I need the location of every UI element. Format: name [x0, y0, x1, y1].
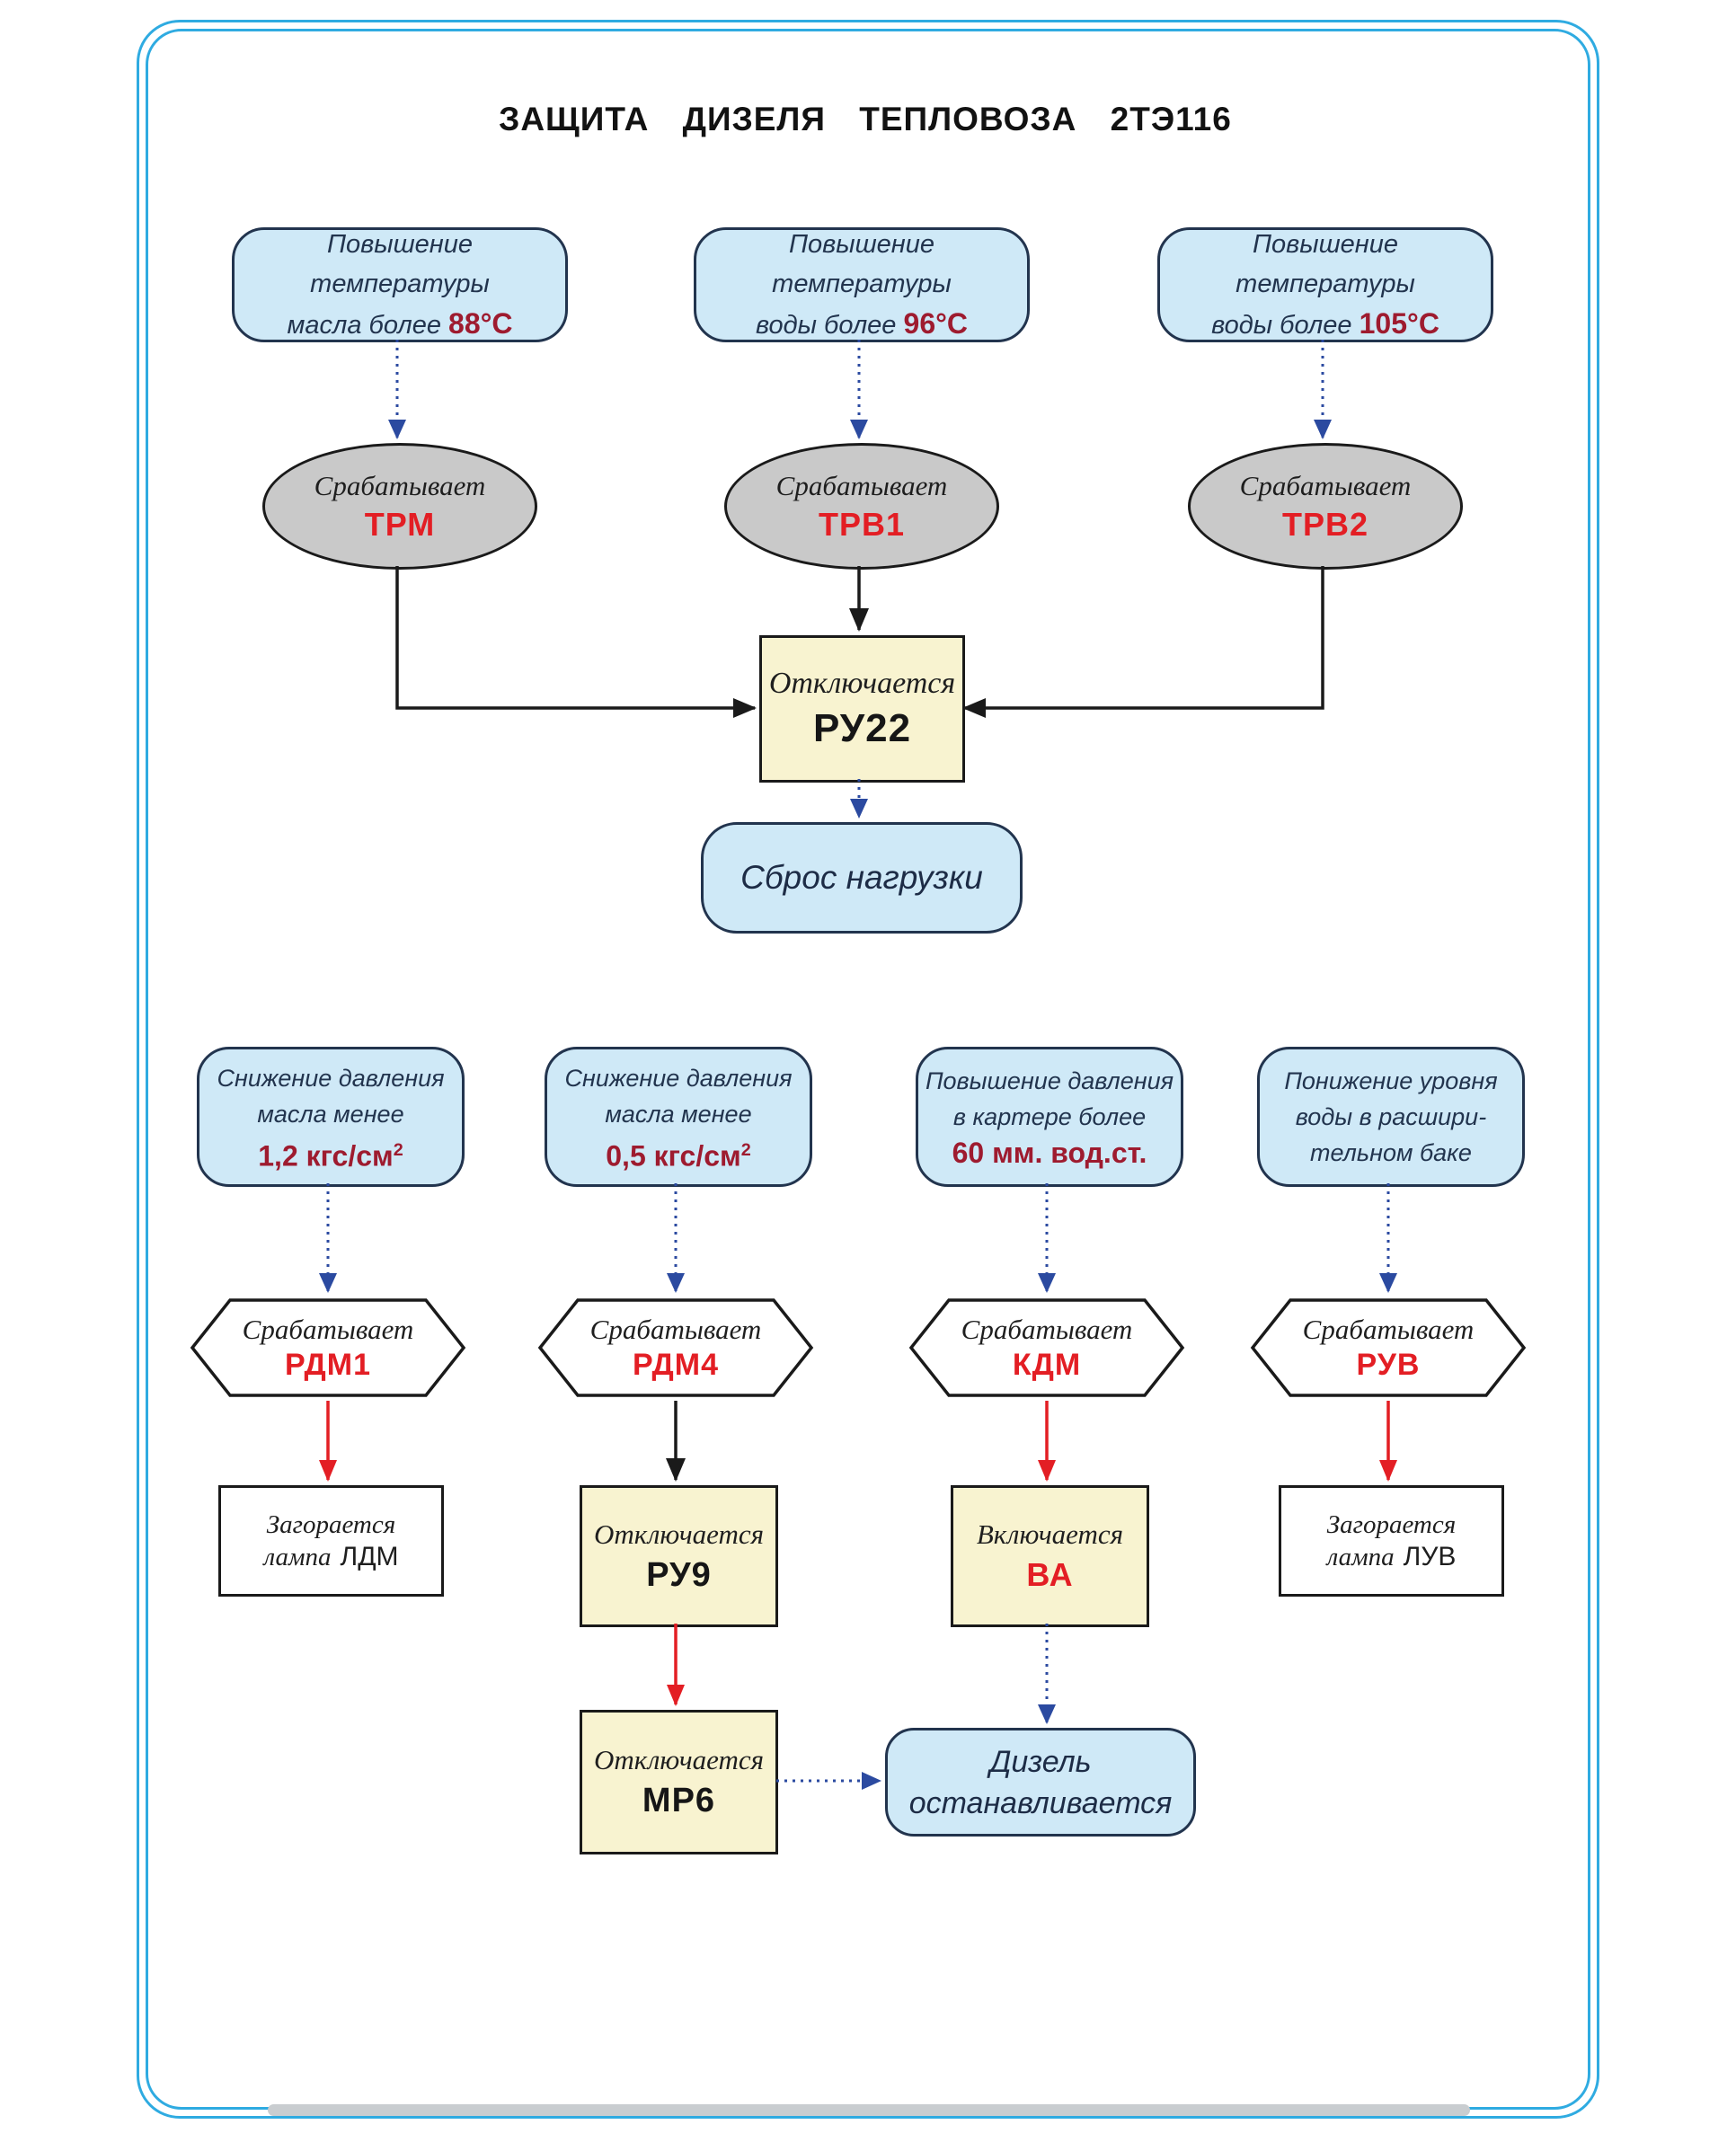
condition-oil-press-05	[545, 1047, 812, 1187]
condition-line1: Повышение температуры	[772, 230, 952, 298]
lamp-action: Загорается	[1326, 1509, 1457, 1539]
ru9-action: Отключается	[593, 1518, 765, 1550]
va-code: ВА	[1026, 1556, 1074, 1593]
relay-trm-ellipse	[262, 443, 537, 570]
sensor-rdm4-hexagon	[536, 1297, 815, 1399]
scrollbar-artifact	[268, 2104, 1470, 2116]
sensor-kdm-hexagon	[908, 1297, 1186, 1399]
condition-line1: Повышение температуры	[310, 230, 490, 298]
condition-oil-temp-88	[232, 227, 568, 342]
sensor-code: РУВ	[1356, 1347, 1421, 1382]
sensor-action: Срабатывает	[589, 1313, 762, 1345]
diesel-stop-line2: останавливается	[908, 1785, 1173, 1820]
condition-value: 105°С	[1359, 307, 1439, 340]
sensor-action: Срабатывает	[961, 1313, 1133, 1345]
condition-line3: тельном баке	[1310, 1139, 1472, 1166]
relay-trv2-ellipse	[1188, 443, 1463, 570]
sensor-code: РДМ1	[285, 1347, 371, 1382]
mr6-box	[580, 1710, 778, 1854]
condition-line2: масла менее	[605, 1100, 752, 1128]
condition-water-temp-105	[1157, 227, 1493, 342]
lamp-luv-box	[1279, 1485, 1504, 1597]
va-action: Включается	[976, 1518, 1124, 1550]
mr6-action: Отключается	[593, 1744, 765, 1775]
ru22-action: Отключается	[768, 667, 956, 700]
lamp-code: ЛДМ	[340, 1541, 399, 1571]
ru22-box	[759, 635, 965, 783]
lamp-code: ЛУВ	[1403, 1541, 1457, 1571]
sensor-ruv-hexagon	[1249, 1297, 1528, 1399]
sensor-code: РДМ4	[633, 1347, 719, 1382]
lamp-ldm-box	[218, 1485, 444, 1597]
relay-action: Срабатывает	[775, 469, 948, 501]
relay-code: ТРВ1	[818, 505, 906, 543]
lamp-line2: лампа ЛДМ	[263, 1541, 399, 1571]
condition-line2: масла менее	[257, 1100, 404, 1128]
diesel-stop-box	[885, 1728, 1196, 1837]
relay-code: ТРМ	[364, 505, 436, 543]
condition-line1: Снижение давления	[217, 1064, 445, 1092]
condition-value: 0,5 кгс/$см^2$	[606, 1139, 751, 1173]
diagram-title: ЗАЩИТА ДИЗЕЛЯ ТЕПЛОВОЗА 2ТЭ116	[499, 101, 1232, 137]
condition-line2: воды более 96°С	[755, 307, 969, 340]
condition-value: 96°С	[903, 307, 969, 340]
condition-crankcase-press	[916, 1047, 1183, 1187]
load-drop-label: Сброс нагрузки	[740, 859, 983, 896]
relay-action: Срабатывает	[1239, 469, 1412, 501]
relay-trv1-ellipse	[724, 443, 999, 570]
condition-line2: масла более 88°С	[287, 307, 513, 340]
lamp-line2: лампа ЛУВ	[1326, 1541, 1457, 1571]
condition-line2: воды в расшири-	[1295, 1103, 1487, 1130]
condition-line1: Понижение уровня	[1284, 1067, 1498, 1094]
load-drop-box	[701, 822, 1023, 934]
sensor-action: Срабатывает	[242, 1313, 414, 1345]
relay-action: Срабатывает	[314, 469, 486, 501]
condition-line1: Снижение давления	[564, 1064, 793, 1092]
condition-value: 60 мм. вод.ст.	[952, 1137, 1147, 1169]
condition-oil-press-12	[197, 1047, 465, 1187]
condition-water-level	[1257, 1047, 1525, 1187]
condition-value: 1,2 кгс/$см^2$	[258, 1139, 403, 1173]
ru22-code: РУ22	[812, 706, 912, 750]
sensor-rdm1-hexagon	[189, 1297, 467, 1399]
condition-water-temp-96	[694, 227, 1030, 342]
diesel-stop-line1: Дизель	[989, 1744, 1092, 1779]
condition-line2: в картере более	[952, 1103, 1147, 1130]
sensor-action: Срабатывает	[1302, 1313, 1475, 1345]
condition-line1: Повышение давления	[925, 1067, 1174, 1094]
ru9-box	[580, 1485, 778, 1627]
relay-code: ТРВ2	[1281, 505, 1369, 543]
va-box	[951, 1485, 1149, 1627]
condition-line1: Повышение температуры	[1236, 230, 1415, 298]
lamp-action: Загорается	[266, 1509, 396, 1539]
sensor-code: КДМ	[1012, 1347, 1082, 1382]
condition-value: 88°С	[448, 307, 513, 340]
mr6-code: МР6	[642, 1782, 716, 1819]
ru9-code: РУ9	[646, 1555, 712, 1594]
condition-line2: воды более 105°С	[1211, 307, 1439, 340]
